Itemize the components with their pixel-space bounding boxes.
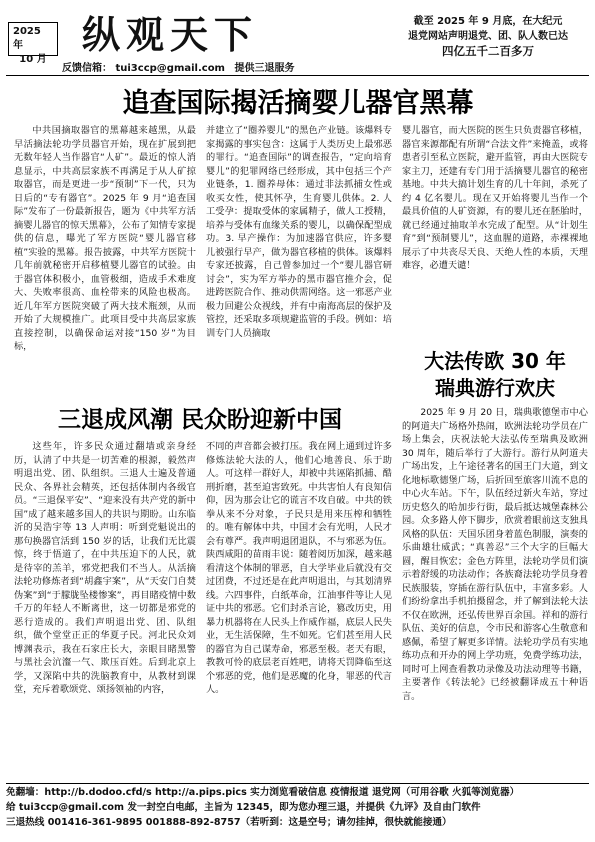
footer-line-1: 免翻墙：http://b.dodoo.cfd/s http://a.pips.pics 实力浏览看破信息 疫情报道 退党网（可用谷歌 火狐等浏览器）: [6, 787, 520, 798]
article2-column-1: [14, 440, 196, 780]
footer-line-3: 三退热线 001416-361-9895 001888-892-8757（若听到：这是空号；请勿挂掉，很快就能接通）: [6, 817, 452, 828]
article1-column-2: [206, 124, 392, 402]
contact-label: 反馈信箱：: [62, 63, 112, 74]
article3-headline-line-1: 大法传欧 30 年: [424, 349, 566, 373]
article2-text-col2: 不同的声音都会被打压。我在网上通到过许多修炼法轮大法的人，他们心地善良、乐于助人。可这样一群好人，却被中共诬陷抓捕、酷刑折磨，甚至迫害致死。中共害怕人有良知信仰，因为那会让它的谎言不攻自破。中共的铁拳从来不分对象，子民只是用来压榨和牺牲的。唯有解体中共，中国才会有光明，人民才会有尊严。我声明退团退队，不与邪恶为伍。陕西咸阳的苗雨丰说：随着阅历加深，越来越看清这个体制的罪恶，自大学毕业后就没有交过团费，不过还是在此声明退出，与其划清界线。六四事件，白纸革命，江油事件等让人见证中共的邪恶。它们封杀言论，篡改历史，用暴力机器将在人民头上作威作福，底层人民失业，无生活保障，生不如死。它们甚至用人民的器官为自己谋寿命，邪恶至极。老天有眼，教教可怜的底层老百姓吧，请将天罚降临至这个邪恶的党，他们是恶魔的化身，罪恶的代言人。: [206, 441, 392, 695]
masthead-divider: [6, 75, 589, 76]
announcement-line-3: 四亿五千二百多万: [442, 44, 534, 58]
issue-date-box: [8, 22, 58, 65]
footer: [6, 785, 589, 830]
article3-headline-line-2: 瑞典游行欢庆: [435, 376, 555, 400]
issue-year: 2025 年: [13, 26, 41, 51]
article2-headline: 三退成风潮 民众盼迎新中国: [57, 407, 342, 433]
article3-text: 2025 年 9 月 20 日，瑞典歌德堡市中心的阿道夫广场格外热闹，欧洲法轮功学员在广场上集会，庆祝法轮大法弘传至瑞典及欧洲 30 周年，随后举行了大游行。游行从阿道夫广场出发，上午途径著名的国王门大道，到文化地标歌德堡广场，后折回至旅客川流不息的中心火车站。下午，队伍经过新火车站，穿过历史悠久的哈加步行街，最后抵达城堡森林公园。众多路人停下脚步，欣赏着眼前这支独具风格的队伍：天国乐团身着蓝色制服，演奏的乐曲雄壮威武；“真善忍”三个大字的巨幅大圆，醒目恢宏；金色方阵里，法轮功学员们演示着舒缓的功法动作；各族裔法轮功学员身着民族服装，穿插在游行队伍中，丰富多彩。人们纷纷拿出手机拍摄留念，并了解到法轮大法不仅在欧洲，还弘传世界百余国。祥和的游行队伍、美好的信息，令市民和游客心生敬意和感佩，希望了解更多详情。法轮功学员有实地练功点和开办的网上学功班，免费学练功法，同时可上网查看教功录像及功法动理等书籍，主要著作《转法轮》已经被翻译成五十种语言。: [402, 407, 588, 702]
article1-text-col3: 婴儿器官，而大医院的医生只负责器官移植，器官来源都配有所谓“合法文件”来掩盖，或将患者引至私立医院，避开监管，再由大医院专家主刀，还建有专门用于活摘婴儿器官的秘密基地。中共大搞计划生育的几十年间，杀死了约 4 亿名婴儿。现在又开始将婴儿当作一个最具价值的人矿资源，有的婴儿还在胚胎时，就已经通过抽取羊水完成了配型。从“计划生育”到“预制婴儿”，这血腥的道路，赤裸裸地展示了中共丧尽天良、天绝人性的本质，天理难容，必遭天谴！: [402, 125, 588, 271]
issue-month: 10 月: [19, 54, 47, 65]
contact-service: 提供三退服务: [234, 63, 295, 74]
announcement-line-1: 截至 2025 年 9 月底，在大纪元: [413, 16, 563, 27]
article1-text-col2: 并建立了“圈养婴儿”的黑色产业链。该爆料专家揭露的事实包含：这属于人类历史上最邪恶的罪行。“追查国际”的调查报告，“定向培育婴儿”的犯罪网络已经形成，其中包括三个产业链条，1. 圈养母体：通过非法抓捕女性或收买女性，使其怀孕，生育婴儿供体。2. 人工受孕：提取受体的家属精子，做人工授精，培养与受体有血缘关系的婴儿，以确保配型成功。3. 早产操作：为加速器官供应，许多婴儿被强行早产，做为器官移植的供体。该爆料专家还披露，自己曾参加过一个“婴儿器官研讨会”，实为军方举办的黑市器官推介会，促进跨医院合作、推动供需网络。这一邪恶产业极力回避公众视线，并有中南海高层的保护及管控，还采取多项规避监管的手段。例如：培训专门人员摘取: [206, 125, 392, 339]
article1-headline: 追查国际揭活摘婴儿器官黑幕: [122, 88, 474, 119]
contact-line: [62, 59, 294, 74]
newspaper-title: 纵观天下: [82, 12, 259, 57]
contact-email[interactable]: tui3ccp@gmail.com: [115, 63, 225, 74]
article1-column-3: [402, 124, 588, 340]
article2-column-2: [206, 440, 392, 780]
article1-column-1: [14, 124, 196, 404]
footer-line-2: 给 tui3ccp@gmail.com 发一封空白电邮，主旨为 12345，即为您办理三退，并提供《九评》及自由门软件: [6, 802, 481, 813]
article2-text-col1: 这些年，许多民众通过翻墙或亲身经历，认清了中共是一切苦难的根源，毅然声明退出党、团、队组织。三退人士遍及普通民众、各界社会精英，还包括体制内各级官员。“三退保平安”、“迎来没有共产党的新中国”成了越来越多国人的共识与期盼。山东临沂的吴浩宇等 13 人声明：听到党魁说出的那句换器官活到 150 岁的话，让我们无比震惊，终于悟道了，在中共压迫下的人民，就是待宰的羔羊，邪党把我们不当人。从活摘法轮功修炼者到“胡鑫宇案”，从“天安门自焚伪案”到“于朦胧坠楼惨案”，再目睹疫情中数千万的年轻人不断离世，这一切都是邪党的恶行造成的。我们声明退出党、团、队组织，做个堂堂正正的华夏子民。河北民众刘博渊表示，我在石家庄长大，亲眼目睹黑警与黑社会沆瀣一气、欺压百姓。后到北京上学，又深陷中共的洗脑教育中，从教材到课堂，充斥着歌颂党、颂扬领袖的内容，: [14, 441, 196, 695]
announcement-box: [386, 14, 590, 59]
footer-divider: [6, 783, 589, 784]
announcement-line-2: 退党网站声明退党、团、队人数已达: [408, 31, 568, 42]
article3-headline: [402, 348, 588, 402]
article1-text-col1: 中共国摘取器官的黑幕越来越黑，从最早活摘法轮功学员器官开始，现在扩展到把无数年轻人当作器官“人矿”。最近的惊人消息显示，中共高层家族不再满足于从人矿掠取器官，而是更进一步“预制”下一代，只为日后的“专有器官”。2025 年 9 月“追查国际”发布了一份最新报告，题为《中共军方活摘婴儿器官的惊天黑幕》，公布了知情专家提供的信息，曝光了军方医院“婴儿器官移植”实验的黑幕。报告披露，中共军方医院十几年前就秘密开启移植婴儿器官的试验。由于器官体积极小，血管极细，造成手术难度大、失败率很高、血栓带来的风险也极高。近几年军方医院突破了两大技术瓶颈，从而开始了大规模推广。此项目受中共高层家族直接控制，以确保命运对接“150 岁”为目标，: [14, 125, 196, 352]
article3-column: [402, 406, 588, 780]
